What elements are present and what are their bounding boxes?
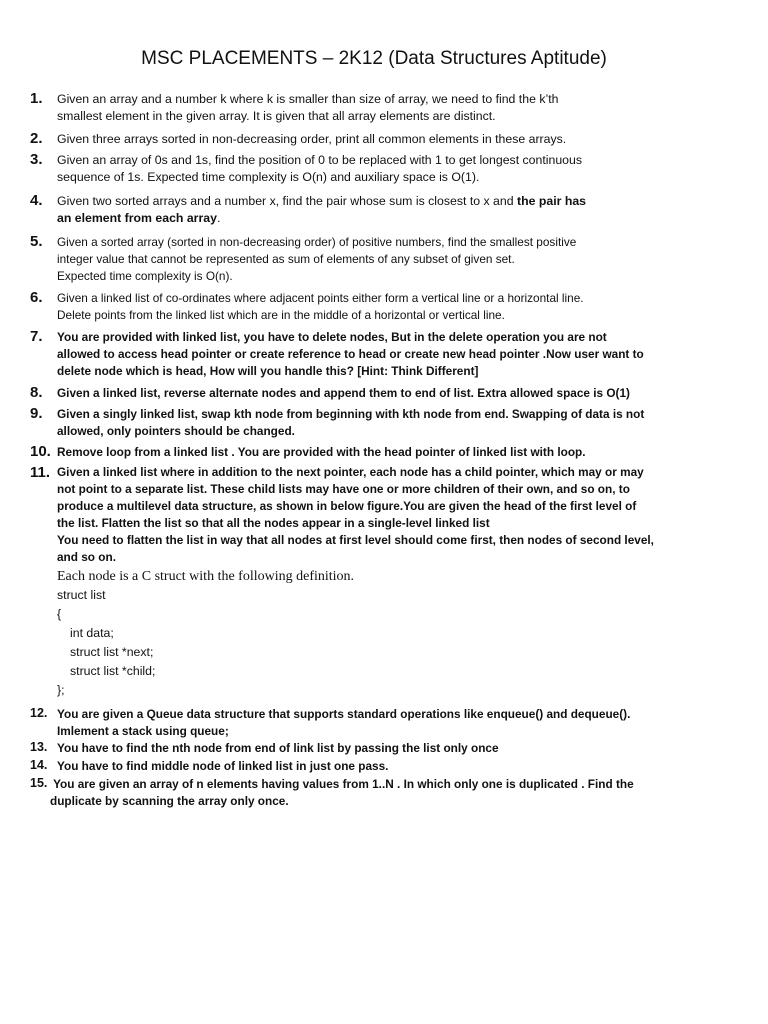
code-line: struct list *next; [70, 645, 154, 659]
question-number: 14. [30, 758, 48, 772]
question-bold-text: the pair has [517, 194, 587, 208]
question-text: and so on. [57, 550, 116, 564]
question-text: Given two sorted arrays and a number x, find the pair whose sum is closest to x and [57, 194, 514, 208]
question-text: sequence of 1s. Expected time complexity is O(n) and auxiliary space is O(1). [57, 170, 480, 184]
question-number: 13. [30, 740, 48, 754]
question-text: Given three arrays sorted in non-decreasing order, print all common elements in these arrays. [57, 132, 567, 146]
question-text: delete node which is head, How will you handle this? [Hint: Think Different] [57, 364, 479, 378]
code-line: { [57, 607, 62, 621]
question-text: Imlement a stack using queue; [57, 724, 229, 738]
question-number: 15. [30, 776, 48, 790]
question-text: Given an array and a number k where k is smaller than size of array, we need to find the k’th [57, 92, 559, 106]
question-text: allowed to access head pointer or create reference to head or create new head pointer .Now user want to [57, 347, 644, 361]
question-text: Expected time complexity is O(n). [57, 269, 233, 283]
question-number: 2. [30, 130, 43, 147]
question-text: Delete points from the linked list which are in the middle of a horizontal or vertical line. [57, 308, 505, 322]
code-block [57, 586, 677, 700]
question-text: You are given a Queue data structure that supports standard operations like enqueue() and dequeue(). [57, 707, 631, 721]
question-text: You have to find the nth node from end of link list by passing the list only once [57, 741, 499, 755]
question-text: produce a multilevel data structure, as shown in below figure.You are given the head of the first level of [57, 499, 637, 513]
question-number: 11. [30, 464, 51, 481]
question-number: 5. [30, 233, 43, 250]
question-text: You have to find middle node of linked list in just one pass. [57, 759, 389, 773]
question-number: 10. [30, 443, 51, 460]
question-text: the list. Flatten the list so that all the nodes appear in a single-level linked list [57, 516, 490, 530]
question-bold-text: an element from each array [57, 211, 217, 225]
question-number: 3. [30, 151, 43, 168]
code-line: struct list *child; [70, 664, 156, 678]
question-number: 6. [30, 289, 43, 306]
question-number: 4. [30, 192, 43, 209]
code-line: }; [57, 683, 65, 697]
question-number: 12. [30, 706, 48, 720]
question-text: Given a linked list of co-ordinates where adjacent points either form a vertical line or a horizontal line. [57, 291, 584, 305]
question-text: Given a linked list where in addition to the next pointer, each node has a child pointer, which may or may [57, 465, 644, 479]
struct-intro: Each node is a C struct with the following definition. [57, 569, 355, 584]
question-text: allowed, only pointers should be changed. [57, 424, 295, 438]
question-text: . [216, 211, 221, 225]
question-text: integer value that cannot be represented as sum of elements of any subset of given set. [57, 252, 515, 266]
question-text: Given an array of 0s and 1s, find the position of 0 to be replaced with 1 to get longest continuous [57, 153, 583, 167]
question-bold-text: Swapping of data is not [511, 407, 645, 421]
question-number: 8. [30, 384, 43, 401]
question-text: Given a linked list, reverse alternate nodes and append them to end of list. Extra allowed space is O(1) [57, 386, 630, 400]
question-text: You need to flatten the list in way that all nodes at first level should come first, then nodes of second level, [57, 533, 654, 547]
question-text: Given a singly linked list, swap kth node from beginning with kth node from end. [57, 407, 509, 421]
question-text: You are given an array of n elements having values from 1..N . In which only one is duplicated . Find the [50, 777, 634, 791]
question-number: 7. [30, 328, 43, 345]
question-text: duplicate by scanning the array only once. [50, 794, 289, 808]
question-number: 1. [30, 90, 43, 107]
code-line: int data; [70, 626, 114, 640]
question-text: You are provided with linked list, you have to delete nodes, But in the delete operation you are not [57, 330, 607, 344]
question-text: not point to a separate list. These child lists may have one or more children of their own, and so on, to [57, 482, 630, 496]
question-number: 9. [30, 405, 43, 422]
page-title: MSC PLACEMENTS – 2K12 (Data Structures Aptitude) [141, 48, 607, 69]
question-text: Given a sorted array (sorted in non-decreasing order) of positive numbers, find the smallest positive [57, 235, 577, 249]
code-line: struct list [57, 588, 106, 602]
question-text: smallest element in the given array. It is given that all array elements are distinct. [57, 109, 496, 123]
question-text: Remove loop from a linked list . You are provided with the head pointer of linked list with loop. [57, 445, 586, 459]
